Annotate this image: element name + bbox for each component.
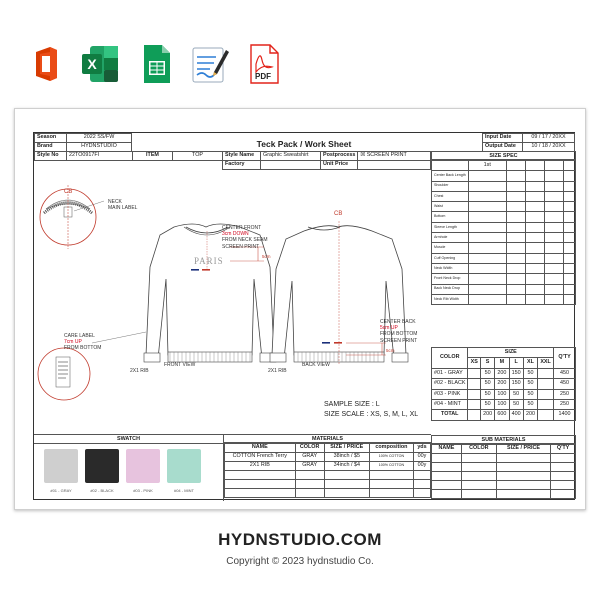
size-qty-cell: 150 bbox=[509, 368, 523, 378]
size-spec-cell bbox=[525, 274, 544, 284]
input-date-label: Input Date bbox=[483, 134, 523, 143]
page-title: Teck Pack / Work Sheet bbox=[256, 139, 352, 149]
material-cell: GRAY bbox=[295, 462, 324, 471]
size-spec-cell bbox=[563, 233, 575, 243]
size-spec-cell bbox=[506, 243, 525, 253]
style-no-value: 22TO0917FI bbox=[67, 152, 133, 161]
size-spec-row bbox=[432, 222, 576, 232]
sub-material-cell bbox=[551, 463, 576, 472]
sub-material-cell bbox=[432, 481, 462, 490]
color-row bbox=[432, 379, 576, 389]
size-spec-cell bbox=[525, 243, 544, 253]
sub-material-cell bbox=[432, 472, 462, 481]
size-col-header: XL bbox=[523, 358, 537, 368]
size-spec-row bbox=[432, 212, 576, 222]
neck-main-label-note: NECK MAIN LABEL bbox=[108, 199, 138, 212]
size-total-cell bbox=[538, 410, 554, 420]
material-cell bbox=[295, 489, 324, 498]
size-spec-cell bbox=[468, 274, 506, 284]
size-spec-cell bbox=[525, 212, 544, 222]
size-qty-cell bbox=[538, 389, 554, 399]
size-spec-cell bbox=[468, 181, 506, 191]
size-spec-point: Neck Width bbox=[432, 263, 469, 273]
tech-pack-sheet bbox=[14, 108, 586, 510]
postprocess-value: ☒ SCREEN PRINT bbox=[358, 152, 431, 161]
material-header: NAME bbox=[225, 444, 296, 453]
postprocess-label: Postprocess bbox=[321, 152, 358, 161]
size-total-cell bbox=[468, 410, 480, 420]
size-spec-cell bbox=[506, 253, 525, 263]
size-spec-cell bbox=[468, 243, 506, 253]
size-spec-cell bbox=[563, 171, 575, 181]
material-header: COLOR bbox=[295, 444, 324, 453]
size-spec-cell bbox=[563, 181, 575, 191]
size-qty-table bbox=[431, 347, 576, 421]
sub-material-header: COLOR bbox=[461, 445, 496, 454]
sub-material-cell bbox=[496, 472, 550, 481]
size-spec-point: Back Neck Drop bbox=[432, 284, 469, 294]
material-cell: 34inch / $4 bbox=[324, 462, 369, 471]
size-spec-cell bbox=[544, 181, 563, 191]
size-qty-cell bbox=[468, 399, 480, 409]
front-rib-label: 2X1 RIB bbox=[130, 368, 149, 374]
output-date-label: Output Date bbox=[483, 143, 523, 152]
material-cell: GRAY bbox=[295, 453, 324, 462]
material-cell bbox=[225, 489, 296, 498]
swatch-mint-label: #04 - MINT bbox=[173, 488, 194, 493]
size-spec-cell bbox=[563, 263, 575, 273]
size-qty-cell bbox=[538, 379, 554, 389]
size-spec-point: Muscle bbox=[432, 243, 469, 253]
material-row bbox=[225, 462, 431, 471]
size-col-header: M bbox=[495, 358, 509, 368]
input-date-value: 09 / 17 / 20XX bbox=[523, 134, 575, 143]
size-spec-row bbox=[432, 274, 576, 284]
season-value: 2022 SS/FW bbox=[67, 134, 132, 143]
sub-material-header: Q'TY bbox=[551, 445, 576, 454]
size-spec-cell bbox=[468, 222, 506, 232]
size-spec-first: 1st bbox=[468, 161, 506, 171]
sub-material-cell bbox=[432, 490, 462, 499]
worksheet-frame bbox=[33, 132, 575, 500]
size-spec-cell bbox=[468, 253, 506, 263]
sub-material-cell bbox=[551, 454, 576, 463]
material-row bbox=[225, 471, 431, 480]
size-scale: SIZE SCALE : XS, S, M, L, XL bbox=[324, 411, 419, 418]
size-spec-cell bbox=[468, 191, 506, 201]
size-spec-table bbox=[431, 160, 576, 305]
size-spec-point: Shoulder bbox=[432, 181, 469, 191]
size-total-cell: 600 bbox=[495, 410, 509, 420]
sub-material-header: SIZE / PRICE bbox=[496, 445, 550, 454]
size-qty-cell: 50 bbox=[509, 389, 523, 399]
size-spec-cell bbox=[468, 171, 506, 181]
size-qty-cell: 50 bbox=[480, 399, 494, 409]
style-name-label: Style Name bbox=[223, 152, 261, 161]
material-cell bbox=[295, 471, 324, 480]
size-spec-row bbox=[432, 233, 576, 243]
color-name: #04 - MINT bbox=[432, 399, 468, 409]
size-spec-point: Neck Rib Width bbox=[432, 294, 469, 304]
sub-material-cell bbox=[461, 454, 496, 463]
size-qty-cell bbox=[468, 379, 480, 389]
size-spec-point: Waist bbox=[432, 202, 469, 212]
size-spec-point: Cuff Opening bbox=[432, 253, 469, 263]
swatch-mint bbox=[167, 449, 201, 483]
sample-size: SAMPLE SIZE : L bbox=[324, 401, 380, 408]
size-spec-cell bbox=[525, 253, 544, 263]
sub-material-cell bbox=[432, 463, 462, 472]
material-cell bbox=[324, 471, 369, 480]
color-name: #02 - BLACK bbox=[432, 379, 468, 389]
size-spec-cell bbox=[506, 263, 525, 273]
size-total-cell: 400 bbox=[509, 410, 523, 420]
sub-material-cell bbox=[551, 490, 576, 499]
material-cell bbox=[413, 471, 430, 480]
size-spec-cell bbox=[506, 171, 525, 181]
swatch-title: SWATCH bbox=[34, 435, 223, 444]
size-total-cell: 200 bbox=[523, 410, 537, 420]
swatch-black-label: #02 - BLACK bbox=[90, 488, 114, 493]
size-header: SIZE bbox=[468, 348, 554, 358]
size-spec-cell bbox=[544, 191, 563, 201]
swatch-gray bbox=[44, 449, 78, 483]
size-qty-cell bbox=[468, 368, 480, 378]
size-col-header: XXL bbox=[538, 358, 554, 368]
total-label: TOTAL bbox=[432, 410, 468, 420]
sub-material-row bbox=[432, 490, 576, 499]
size-spec-cell bbox=[563, 253, 575, 263]
swatch-section bbox=[34, 434, 224, 501]
sub-materials-title: SUB MATERIALS bbox=[431, 435, 576, 444]
color-row bbox=[432, 399, 576, 409]
center-front-red-text: 3cm DOWN bbox=[222, 231, 249, 238]
output-date-value: 10 / 18 / 20XX bbox=[523, 143, 575, 152]
size-qty-cell bbox=[538, 368, 554, 378]
care-label-rest-text: FROM BOTTOM bbox=[64, 345, 102, 352]
size-spec-point: Bottom bbox=[432, 212, 469, 222]
size-spec-cell bbox=[506, 274, 525, 284]
garment-drawing bbox=[34, 169, 430, 434]
print-text: PARIS bbox=[194, 256, 224, 266]
center-front-text: CENTER FRONT bbox=[222, 225, 262, 231]
size-total-cell: 200 bbox=[480, 410, 494, 420]
size-spec-row bbox=[432, 181, 576, 191]
material-cell bbox=[369, 489, 413, 498]
brand-value: HYDNSTUDIO bbox=[67, 143, 132, 152]
size-spec-row bbox=[432, 263, 576, 273]
row-qty: 250 bbox=[554, 399, 576, 409]
material-cell bbox=[225, 480, 296, 489]
back-dim-5cm: 5cm bbox=[386, 348, 395, 353]
size-qty-cell: 50 bbox=[523, 368, 537, 378]
size-qty-cell: 150 bbox=[509, 379, 523, 389]
back-cb-label: CB bbox=[334, 211, 343, 217]
material-header: SIZE / PRICE bbox=[324, 444, 369, 453]
size-spec-cell bbox=[506, 233, 525, 243]
season-label: Season bbox=[35, 134, 67, 143]
material-row bbox=[225, 480, 431, 489]
size-spec-cell bbox=[544, 253, 563, 263]
size-qty-cell: 50 bbox=[523, 389, 537, 399]
material-cell: 2X1 RIB bbox=[225, 462, 296, 471]
size-spec-cell bbox=[563, 284, 575, 294]
sub-material-row bbox=[432, 463, 576, 472]
size-qty-cell: 50 bbox=[480, 389, 494, 399]
material-cell bbox=[413, 480, 430, 489]
material-row bbox=[225, 453, 431, 462]
material-cell bbox=[324, 489, 369, 498]
size-spec-cell bbox=[506, 202, 525, 212]
size-spec-point: Sleeve Length bbox=[432, 222, 469, 232]
size-spec-cell bbox=[468, 212, 506, 222]
sub-material-header: NAME bbox=[432, 445, 462, 454]
notes-icon bbox=[188, 42, 232, 86]
brand-label: Brand bbox=[35, 143, 67, 152]
size-spec-cell bbox=[525, 171, 544, 181]
unit-price-label: Unit Price bbox=[321, 161, 358, 170]
size-spec-cell bbox=[563, 274, 575, 284]
office-icon bbox=[24, 42, 68, 86]
material-cell bbox=[225, 471, 296, 480]
size-col-header: XS bbox=[468, 358, 480, 368]
size-spec-row bbox=[432, 284, 576, 294]
size-spec-cell bbox=[468, 284, 506, 294]
center-back-note bbox=[380, 319, 417, 344]
size-spec-cell bbox=[544, 212, 563, 222]
size-qty-cell: 200 bbox=[495, 368, 509, 378]
size-spec-row bbox=[432, 253, 576, 263]
excel-icon bbox=[78, 42, 122, 86]
item-label: ITEM bbox=[133, 152, 173, 161]
material-cell bbox=[413, 489, 430, 498]
row-qty: 250 bbox=[554, 389, 576, 399]
size-spec-cell bbox=[468, 202, 506, 212]
size-qty-cell bbox=[538, 399, 554, 409]
back-rib-label: 2X1 RIB bbox=[268, 368, 287, 374]
material-cell: 38inch / $5 bbox=[324, 453, 369, 462]
size-spec-cell bbox=[563, 202, 575, 212]
size-spec-cell bbox=[563, 212, 575, 222]
size-spec-cell bbox=[563, 294, 575, 304]
size-spec-cell bbox=[563, 222, 575, 232]
size-spec-cell bbox=[544, 263, 563, 273]
size-spec-row bbox=[432, 171, 576, 181]
front-view-label: FRONT VIEW bbox=[164, 362, 196, 368]
swatch-pink-label: #03 - PINK bbox=[133, 488, 153, 493]
size-spec-cell bbox=[544, 284, 563, 294]
sub-material-cell bbox=[551, 481, 576, 490]
qty-header: Q'TY bbox=[554, 348, 576, 369]
size-spec-cell bbox=[468, 263, 506, 273]
size-spec-cell bbox=[525, 222, 544, 232]
size-qty-cell: 50 bbox=[509, 399, 523, 409]
material-header: composition bbox=[369, 444, 413, 453]
material-cell: 100% COTTON bbox=[369, 453, 413, 462]
size-spec-cell bbox=[468, 233, 506, 243]
sub-material-cell bbox=[461, 490, 496, 499]
color-row bbox=[432, 389, 576, 399]
size-col-header: L bbox=[509, 358, 523, 368]
header-left-table bbox=[34, 133, 132, 152]
material-cell bbox=[295, 480, 324, 489]
material-row bbox=[225, 489, 431, 498]
back-view-label: BACK VIEW bbox=[302, 362, 330, 368]
center-front-note bbox=[222, 225, 268, 250]
size-spec-cell bbox=[544, 171, 563, 181]
row-qty: 450 bbox=[554, 368, 576, 378]
svg-text:X: X bbox=[87, 56, 97, 72]
size-spec-cell bbox=[506, 181, 525, 191]
total-qty: 1400 bbox=[554, 410, 576, 420]
sub-material-cell bbox=[461, 472, 496, 481]
sheets-icon bbox=[134, 42, 178, 86]
size-qty-cell bbox=[468, 389, 480, 399]
center-back-red-text: 5cm UP bbox=[380, 325, 398, 332]
size-spec-cell bbox=[525, 263, 544, 273]
size-qty-cell: 50 bbox=[480, 368, 494, 378]
size-spec-cell bbox=[525, 233, 544, 243]
size-spec-cell bbox=[506, 284, 525, 294]
care-label-text: CARE LABEL bbox=[64, 333, 95, 339]
size-spec-cell bbox=[525, 284, 544, 294]
color-name: #03 - PINK bbox=[432, 389, 468, 399]
sub-materials-table bbox=[431, 444, 576, 499]
material-cell: 00y bbox=[413, 462, 430, 471]
size-spec-cell bbox=[563, 243, 575, 253]
material-cell bbox=[369, 480, 413, 489]
center-back-rest-text: FROM BOTTOM SCREEN PRINT bbox=[380, 331, 418, 344]
size-spec-point: Center Back Length bbox=[432, 171, 469, 181]
sub-material-row bbox=[432, 472, 576, 481]
material-header: yds bbox=[413, 444, 430, 453]
header-style-table bbox=[34, 151, 431, 170]
material-cell bbox=[324, 480, 369, 489]
size-spec-cell bbox=[506, 212, 525, 222]
color-name: #01 - GRAY bbox=[432, 368, 468, 378]
footer-brand: HYDNSTUDIO.COM bbox=[218, 530, 382, 549]
sub-material-row bbox=[432, 481, 576, 490]
sub-material-cell bbox=[496, 481, 550, 490]
size-qty-cell: 50 bbox=[480, 379, 494, 389]
size-qty-cell: 50 bbox=[523, 379, 537, 389]
size-spec-point: Armhole bbox=[432, 233, 469, 243]
row-qty: 450 bbox=[554, 379, 576, 389]
size-spec-cell bbox=[544, 294, 563, 304]
swatch-gray-label: #01 - GRAY bbox=[50, 488, 72, 493]
material-cell: 00y bbox=[413, 453, 430, 462]
materials-title: MATERIALS bbox=[224, 434, 431, 443]
size-qty-cell: 100 bbox=[495, 389, 509, 399]
color-header: COLOR bbox=[432, 348, 468, 369]
size-spec-cell bbox=[544, 202, 563, 212]
color-row bbox=[432, 368, 576, 378]
size-qty-cell: 100 bbox=[495, 399, 509, 409]
size-spec-cell bbox=[525, 294, 544, 304]
size-spec-row bbox=[432, 191, 576, 201]
sub-material-cell bbox=[496, 454, 550, 463]
swatch-black bbox=[85, 449, 119, 483]
size-spec-cell bbox=[525, 181, 544, 191]
sub-material-cell bbox=[461, 463, 496, 472]
size-spec-row bbox=[432, 243, 576, 253]
material-cell: 100% COTTON bbox=[369, 462, 413, 471]
size-spec-cell bbox=[506, 294, 525, 304]
center-back-text: CENTER BACK bbox=[380, 319, 416, 325]
pdf-icon bbox=[242, 42, 286, 86]
sub-material-cell bbox=[432, 454, 462, 463]
header-dates-table bbox=[482, 133, 575, 152]
material-cell: COTTON French Terry bbox=[225, 453, 296, 462]
style-no-label: Style No bbox=[35, 152, 67, 161]
size-spec-point: Front Neck Drop bbox=[432, 274, 469, 284]
size-spec-cell bbox=[525, 191, 544, 201]
size-spec-point: Chest bbox=[432, 191, 469, 201]
size-spec-cell bbox=[544, 274, 563, 284]
item-value: TOP bbox=[173, 152, 223, 161]
center-front-rest-text: FROM NECK SEAM SCREEN PRINT bbox=[222, 237, 268, 250]
care-label-red-text: 7cm UP bbox=[64, 339, 82, 346]
size-col-header: S bbox=[480, 358, 494, 368]
front-dim-5cm: 5cm bbox=[262, 254, 271, 259]
cb-label: CB bbox=[64, 189, 73, 195]
sub-material-cell bbox=[496, 490, 550, 499]
factory-label: Factory bbox=[223, 161, 261, 170]
size-spec-row bbox=[432, 294, 576, 304]
size-spec-cell bbox=[525, 202, 544, 212]
swatch-pink bbox=[126, 449, 160, 483]
sub-material-row bbox=[432, 454, 576, 463]
sub-material-cell bbox=[551, 472, 576, 481]
size-spec-cell bbox=[544, 233, 563, 243]
pdf-label: PDF bbox=[255, 72, 271, 81]
size-spec-title: SIZE SPEC bbox=[431, 151, 576, 160]
size-spec-cell bbox=[468, 294, 506, 304]
size-qty-cell: 200 bbox=[495, 379, 509, 389]
size-spec-row bbox=[432, 202, 576, 212]
size-spec-cell bbox=[563, 191, 575, 201]
size-spec-cell bbox=[506, 191, 525, 201]
size-spec-cell bbox=[544, 243, 563, 253]
size-qty-cell: 50 bbox=[523, 399, 537, 409]
material-cell bbox=[369, 471, 413, 480]
size-spec-corner bbox=[432, 161, 469, 171]
footer-copyright: Copyright © 2023 hydnstudio Co. bbox=[226, 556, 374, 567]
size-spec-cell bbox=[544, 222, 563, 232]
style-name-value: Graphic Sweatshirt bbox=[261, 152, 321, 161]
sub-material-cell bbox=[461, 481, 496, 490]
size-spec-cell bbox=[506, 222, 525, 232]
materials-table bbox=[224, 443, 431, 498]
sub-material-cell bbox=[496, 463, 550, 472]
care-label-note bbox=[64, 333, 101, 352]
